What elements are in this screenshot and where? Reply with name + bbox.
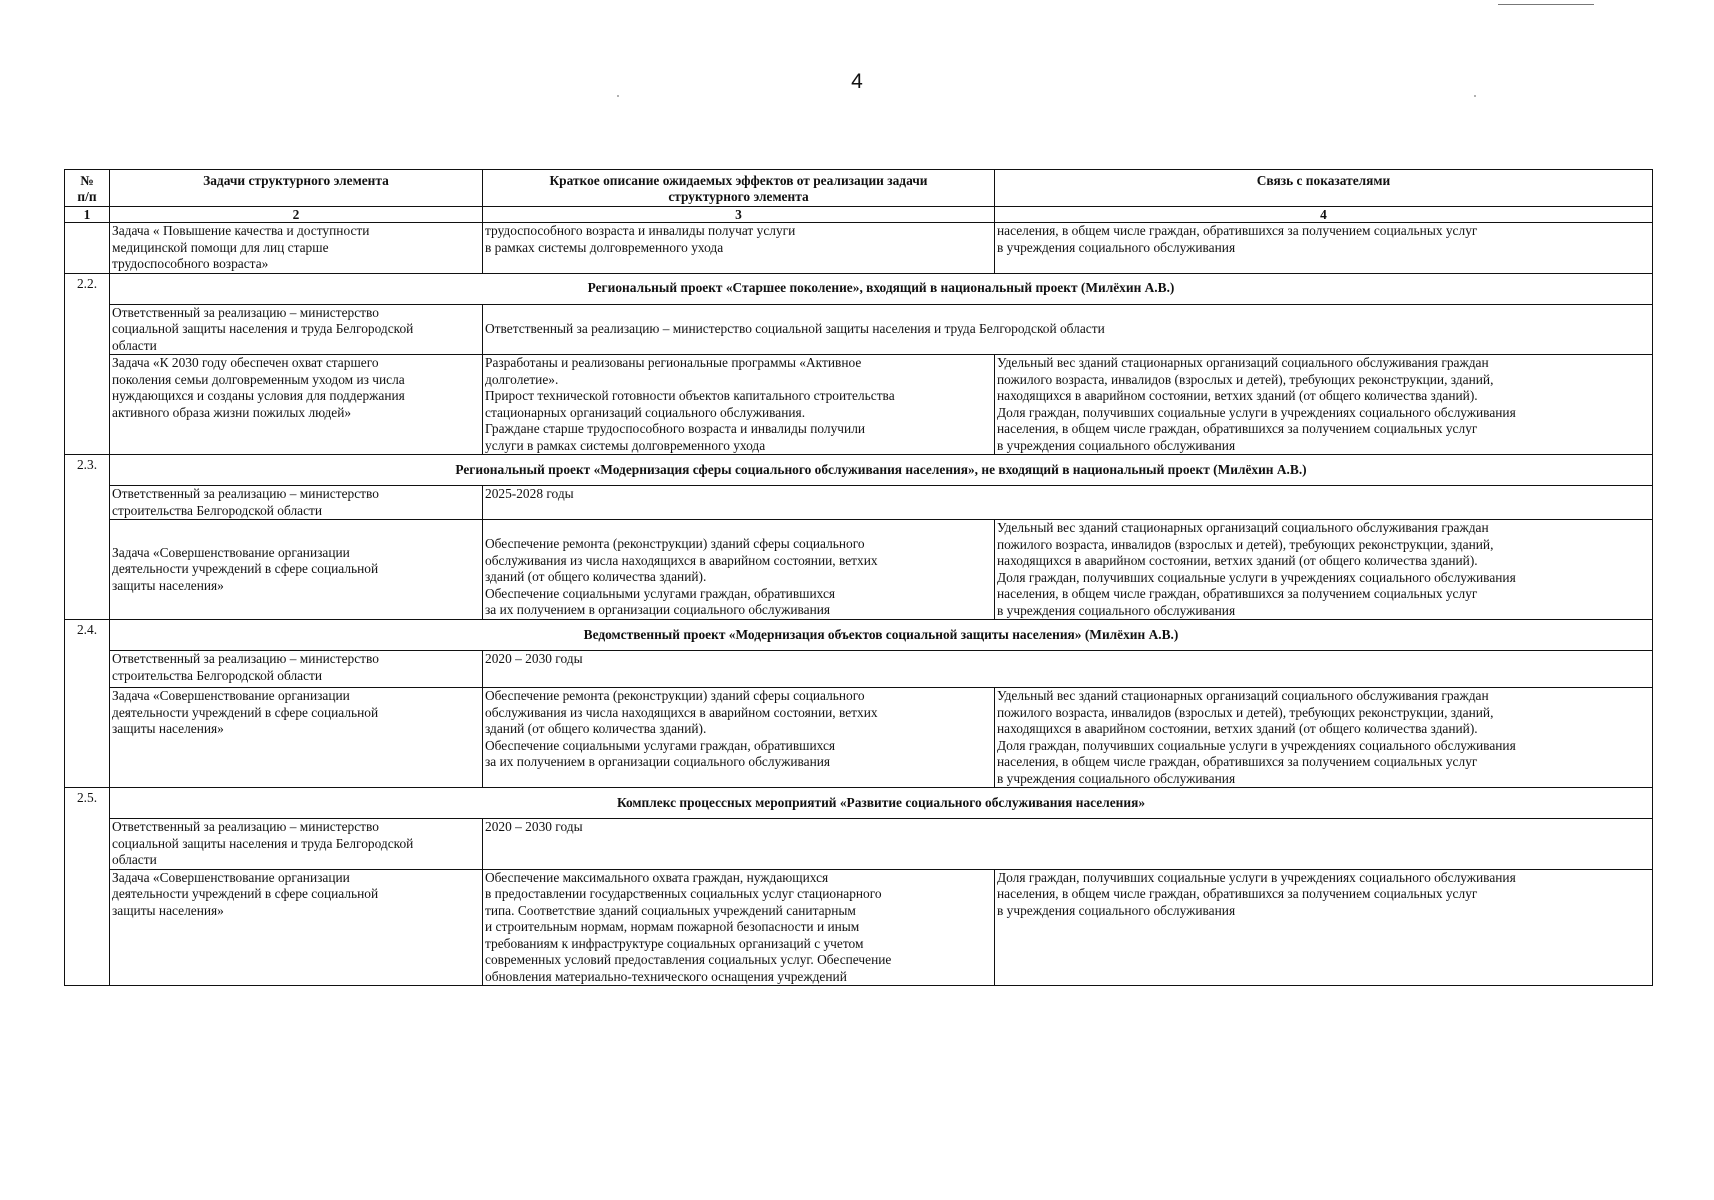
- scan-speck: [617, 95, 619, 97]
- section-title-row: [65, 455, 1653, 486]
- responsible-row: [65, 304, 1653, 355]
- column-number: 1: [65, 207, 110, 223]
- column-number-row: [65, 207, 1653, 223]
- section-number: 2.3.: [65, 455, 110, 620]
- links-cell: Доля граждан, получивших социальные услуги в учреждениях социального обслуживания населения, в общем числе граждан, обратившихся за получением социальных услуг в учреждения социального обслуживания: [995, 869, 1653, 986]
- task-row: [65, 520, 1653, 620]
- column-number: 2: [110, 207, 483, 223]
- responsible-label: Ответственный за реализацию – министерство строительства Белгородской области: [110, 651, 483, 688]
- page-number: 4: [851, 70, 863, 93]
- table-row: [65, 223, 1653, 274]
- responsible-value: 2025-2028 годы: [483, 486, 1653, 520]
- task-cell: Задача «Совершенствование организации деятельности учреждений в сфере социальной защиты населения»: [110, 869, 483, 986]
- links-cell: Удельный вес зданий стационарных организаций социального обслуживания граждан пожилого возраста, инвалидов (взрослых и детей), требующих реконструкции, зданий, находящихся в аварийном состоянии, ветхих зданий (от общего количества зданий). Доля граждан, получивших социальные услуги в учреждениях социального обслуживания населения, в общем числе граждан, обратившихся за получением социальных услуг в учреждения социального обслуживания: [995, 688, 1653, 788]
- responsible-value: 2020 – 2030 годы: [483, 651, 1653, 688]
- responsible-row: [65, 651, 1653, 688]
- responsible-value: Ответственный за реализацию – министерство социальной защиты населения и труда Белгородской области: [483, 304, 1653, 355]
- effects-cell: трудоспособного возраста и инвалиды получат услуги в рамках системы долговременного ухода: [483, 223, 995, 274]
- scan-speck: [1474, 95, 1476, 97]
- links-cell: Удельный вес зданий стационарных организаций социального обслуживания граждан пожилого возраста, инвалидов (взрослых и детей), требующих реконструкции, зданий, находящихся в аварийном состоянии, ветхих зданий (от общего количества зданий). Доля граждан, получивших социальные услуги в учреждениях социального обслуживания населения, в общем числе граждан, обратившихся за получением социальных услуг в учреждения социального обслуживания: [995, 520, 1653, 620]
- section-title-row: [65, 788, 1653, 819]
- responsible-label: Ответственный за реализацию – министерство социальной защиты населения и труда Белгородской области: [110, 819, 483, 870]
- task-row: [65, 355, 1653, 455]
- section-number: 2.5.: [65, 788, 110, 986]
- effects-cell: Обеспечение максимального охвата граждан, нуждающихся в предоставлении государственных социальных услуг стационарного типа. Соответствие зданий социальных учреждений санитарным и строительным нормам, нормам пожарной безопасности и иным требованиям к инфраструктуре социальных организаций с учетом современных условий предоставления социальных услуг. Обеспечение обновления материально-технического оснащения учреждений: [483, 869, 995, 986]
- header-links: Связь с показателями: [995, 170, 1653, 207]
- task-cell: Задача «К 2030 году обеспечен охват старшего поколения семьи долговременным уходом из числа нуждающихся и созданы условия для поддержания активного образа жизни пожилых людей»: [110, 355, 483, 455]
- links-cell: Удельный вес зданий стационарных организаций социального обслуживания граждан пожилого возраста, инвалидов (взрослых и детей), требующих реконструкции, зданий, находящихся в аварийном состоянии, ветхих зданий (от общего количества зданий). Доля граждан, получивших социальные услуги в учреждениях социального обслуживания населения, в общем числе граждан, обратившихся за получением социальных услуг в учреждения социального обслуживания: [995, 355, 1653, 455]
- task-row: [65, 688, 1653, 788]
- responsible-row: [65, 486, 1653, 520]
- task-cell: Задача «Совершенствование организации деятельности учреждений в сфере социальной защиты населения»: [110, 520, 483, 620]
- structural-elements-table: [64, 169, 1653, 986]
- header-number: № п/п: [65, 170, 110, 207]
- section-title-row: [65, 620, 1653, 651]
- top-edge-rule: [1498, 4, 1594, 5]
- section-title: Региональный проект «Старшее поколение», входящий в национальный проект (Милёхин А.В.): [110, 273, 1653, 304]
- section-title-row: [65, 273, 1653, 304]
- task-cell: Задача « Повышение качества и доступности медицинской помощи для лиц старше трудоспособного возраста»: [110, 223, 483, 274]
- task-cell: Задача «Совершенствование организации деятельности учреждений в сфере социальной защиты населения»: [110, 688, 483, 788]
- effects-cell: Обеспечение ремонта (реконструкции) зданий сферы социального обслуживания из числа находящихся в аварийном состоянии, ветхих зданий (от общего количества зданий). Обеспечение социальными услугами граждан, обратившихся за их получением в организации социального обслуживания: [483, 520, 995, 620]
- column-number: 4: [995, 207, 1653, 223]
- task-row: [65, 869, 1653, 986]
- effects-cell: Обеспечение ремонта (реконструкции) зданий сферы социального обслуживания из числа находящихся в аварийном состоянии, ветхих зданий (от общего количества зданий). Обеспечение социальными услугами граждан, обратившихся за их получением в организации социального обслуживания: [483, 688, 995, 788]
- section-number: 2.4.: [65, 620, 110, 788]
- header-tasks: Задачи структурного элемента: [110, 170, 483, 207]
- header-effects: Краткое описание ожидаемых эффектов от реализации задачи структурного элемента: [483, 170, 995, 207]
- section-number: 2.2.: [65, 273, 110, 455]
- responsible-label: Ответственный за реализацию – министерство социальной защиты населения и труда Белгородской области: [110, 304, 483, 355]
- table-header-row: [65, 170, 1653, 207]
- responsible-value: 2020 – 2030 годы: [483, 819, 1653, 870]
- links-cell: населения, в общем числе граждан, обратившихся за получением социальных услуг в учреждения социального обслуживания: [995, 223, 1653, 274]
- section-title: Комплекс процессных мероприятий «Развитие социального обслуживания населения»: [110, 788, 1653, 819]
- section-title: Региональный проект «Модернизация сферы социального обслуживания населения», не входящий в национальный проект (Милёхин А.В.): [110, 455, 1653, 486]
- effects-cell: Разработаны и реализованы региональные программы «Активное долголетие». Прирост технической готовности объектов капитального строительства стационарных организаций социального обслуживания. Граждане старше трудоспособного возраста и инвалиды получили услуги в рамках системы долговременного ухода: [483, 355, 995, 455]
- section-title: Ведомственный проект «Модернизация объектов социальной защиты населения» (Милёхин А.В.): [110, 620, 1653, 651]
- responsible-row: [65, 819, 1653, 870]
- column-number: 3: [483, 207, 995, 223]
- responsible-label: Ответственный за реализацию – министерство строительства Белгородской области: [110, 486, 483, 520]
